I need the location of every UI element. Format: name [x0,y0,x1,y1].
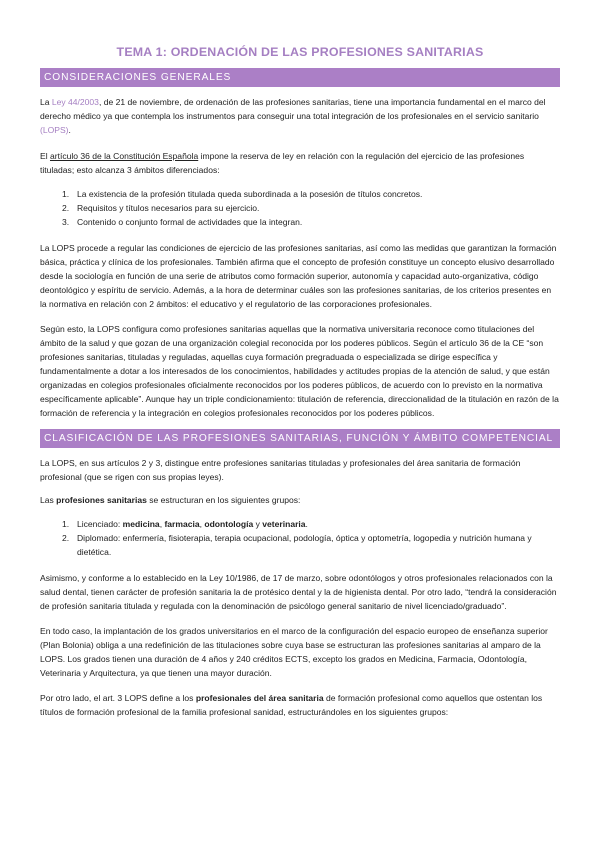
text-run: , [159,519,165,529]
constitucion-link[interactable]: artículo 36 de la Constitución Española [49,151,199,161]
bold-term: odontología [204,519,254,529]
list-item [40,531,560,559]
ambitos-list [40,187,560,229]
list-item [40,201,560,215]
text-run: se estructuran en los siguientes grupos: [146,495,301,505]
grupos-list [40,517,560,559]
bold-term: medicina [122,519,160,529]
list-number: 3. [62,217,70,227]
paragraph-profesiones-grupos [40,493,560,507]
list-item-text: La existencia de la profesión titulada queda subordinada a la posesión de títulos concretos. [77,189,423,199]
paragraph-ley-10-1986: Asimismo, y conforme a lo establecido en la Ley 10/1986, de 17 de marzo, sobre odontólogos y otros profesionales relacionados con la salud dental, tienen carácter de profesión sanitaria la de protésico dental y la de higienista dental. Por otro lado, “tendrá la consideración de profesión sanitaria titulada y regulada con la denominación de psicólogo general sanitario de nivel licenciado/graduado”. [40,573,557,611]
text-run: Licenciado: [77,519,123,529]
bold-term: veterinaria [262,519,306,529]
paragraph-art-3-lops [40,691,560,719]
text-run: , [199,519,205,529]
list-item [40,187,560,201]
list-number: 2. [62,203,70,213]
section-heading-consideraciones: CONSIDERACIONES GENERALES [40,68,560,87]
paragraph-lops-regula: La LOPS procede a regular las condiciones de ejercicio de las profesiones sanitarias, así como las medidas que garantizan la formación básica, práctica y clínica de los profesionales. También afirma que el concepto de profesión constituye un concepto elusivo desarrollado desde la sociología en función de una serie de atributos como formación superior, autonomía y capacidad auto-organizativa, código deontológico y espíritu de servicio. Además, a la hora de determinar cuáles son las profesiones sanitarias, de los criterios presentes en la normativa en relación con 2 ámbitos: el educativo y el regulatorio de las corporaciones profesionales. [40,243,557,309]
paragraph-segun-esto: Según esto, la LOPS configura como profesiones sanitarias aquellas que la normativa universitaria reconoce como titulaciones del ámbito de la salud y que gozan de una organización colegial reconocida por los poderes públicos. Según el artículo 36 de la CE “son profesiones sanitarias, tituladas y reguladas, aquellas cuya formación pregraduada o especializada se dirige específica y fundamentalmente a dotar a los interesados de los conocimientos, habilidades y actitudes propias de la atención de salud, y que están organizadas en colegios profesionales oficialmente reconocidos por los poderes públicos, de acuerdo con lo previsto en la normativa específicamente aplicable”. Aunque hay un triple condicionamiento: titulación de referencia, direccionalidad de la titulación en razón de la formación de referencia y la integración en colegios profesionales reconocidos por los poderes públicos. [40,324,559,418]
page-title: TEMA 1: ORDENACIÓN DE LAS PROFESIONES SANITARIAS [116,45,484,59]
text-run: Las [40,495,57,505]
paragraph-grados-universitarios: En todo caso, la implantación de los grados universitarios en el marco de la configuración del espacio europeo de enseñanza superior (Plan Bolonia) obliga a una redefinición de las titulaciones sobre cuya base se estructuran las profesiones sanitarias al amparo de la LOPS. Los grados tienen una duración de 4 años y 240 créditos ECTS, excepto los grados en Medicina, Farmacia, Odontología, Veterinaria y Arquitectura, ya que tienen una mayor duración. [40,626,548,678]
bold-term: farmacia [164,519,200,529]
text-run: de formación profesional como aquellos que ostentan los títulos de formación profesional de la familia profesional sanidad, estructurándoles en los siguientes grupos: [40,693,543,717]
list-item [40,215,560,229]
lops-abbreviation: (LOPS) [40,125,69,135]
list-item-text: Contenido o conjunto formal de actividades que la integran. [77,217,303,227]
text-run: impone la reserva de ley en relación con la regulación del ejercicio de las profesiones tituladas; esto alcanza 3 ámbitos diferenciados: [40,151,525,175]
text-run: . [68,125,71,135]
text-run: . [305,519,308,529]
text-run: y [253,519,263,529]
list-item [40,517,560,531]
ley-44-2003-link[interactable]: Ley 44/2003 [51,97,99,107]
text-run: La [40,97,52,107]
paragraph-articulos-2-3: La LOPS, en sus artículos 2 y 3, distingue entre profesiones sanitarias tituladas y profesionales del área sanitaria de formación profesional (que se rigen con sus propias leyes). [40,458,521,482]
text-run: Por otro lado, el art. 3 LOPS define a los [40,693,196,703]
list-number: 1. [62,519,70,529]
list-item-text: Diplomado: enfermería, fisioterapia, terapia ocupacional, podología, óptica y optometría, logopedia y nutrición humana y dietética. [77,533,532,557]
list-number: 1. [62,189,70,199]
paragraph-ley-44 [40,95,560,137]
text-run: El [40,151,50,161]
list-item-text: Requisitos y títulos necesarios para su ejercicio. [77,203,260,213]
bold-term: profesiones sanitarias [56,495,147,505]
list-number: 2. [62,533,70,543]
paragraph-articulo-36 [40,149,560,177]
bold-term: profesionales del área sanitaria [195,693,324,703]
section-heading-clasificacion: CLASIFICACIÓN DE LAS PROFESIONES SANITARIAS, FUNCIÓN Y ÁMBITO COMPETENCIAL [40,429,560,448]
text-run: , de 21 de noviembre, de ordenación de las profesiones sanitarias, tiene una importancia fundamental en el marco del derecho médico ya que contempla los instrumentos para conseguir una total integración de los profesionales en el servicio sanitario [40,97,546,121]
